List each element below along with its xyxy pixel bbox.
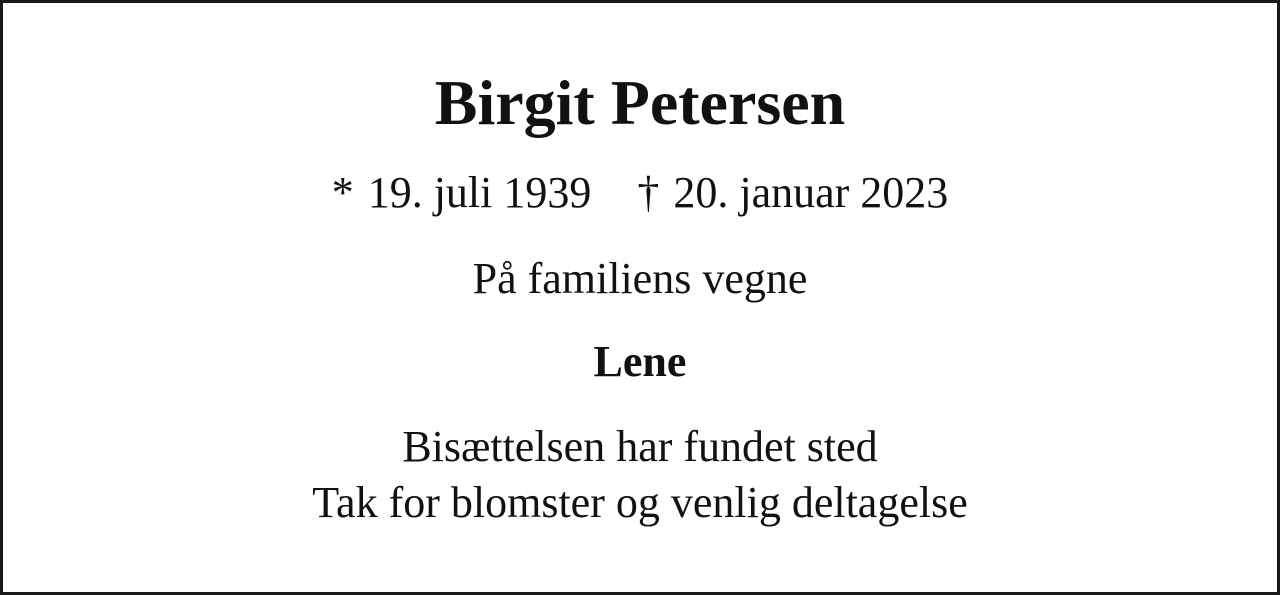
message-line: Bisættelsen har fundet sted (402, 422, 878, 471)
death-symbol: † (637, 168, 660, 217)
birth-symbol: * (331, 168, 354, 217)
message-line: Tak for blomster og venlig deltagelse (312, 478, 968, 527)
death-date: 20. januar 2023 (673, 168, 949, 217)
deceased-name: Birgit Petersen (434, 67, 846, 138)
birth-date: 19. juli 1939 (367, 168, 592, 217)
signer-name: Lene (593, 337, 687, 386)
life-dates (3, 168, 1277, 217)
on-behalf-text: På familiens vegne (472, 254, 808, 303)
